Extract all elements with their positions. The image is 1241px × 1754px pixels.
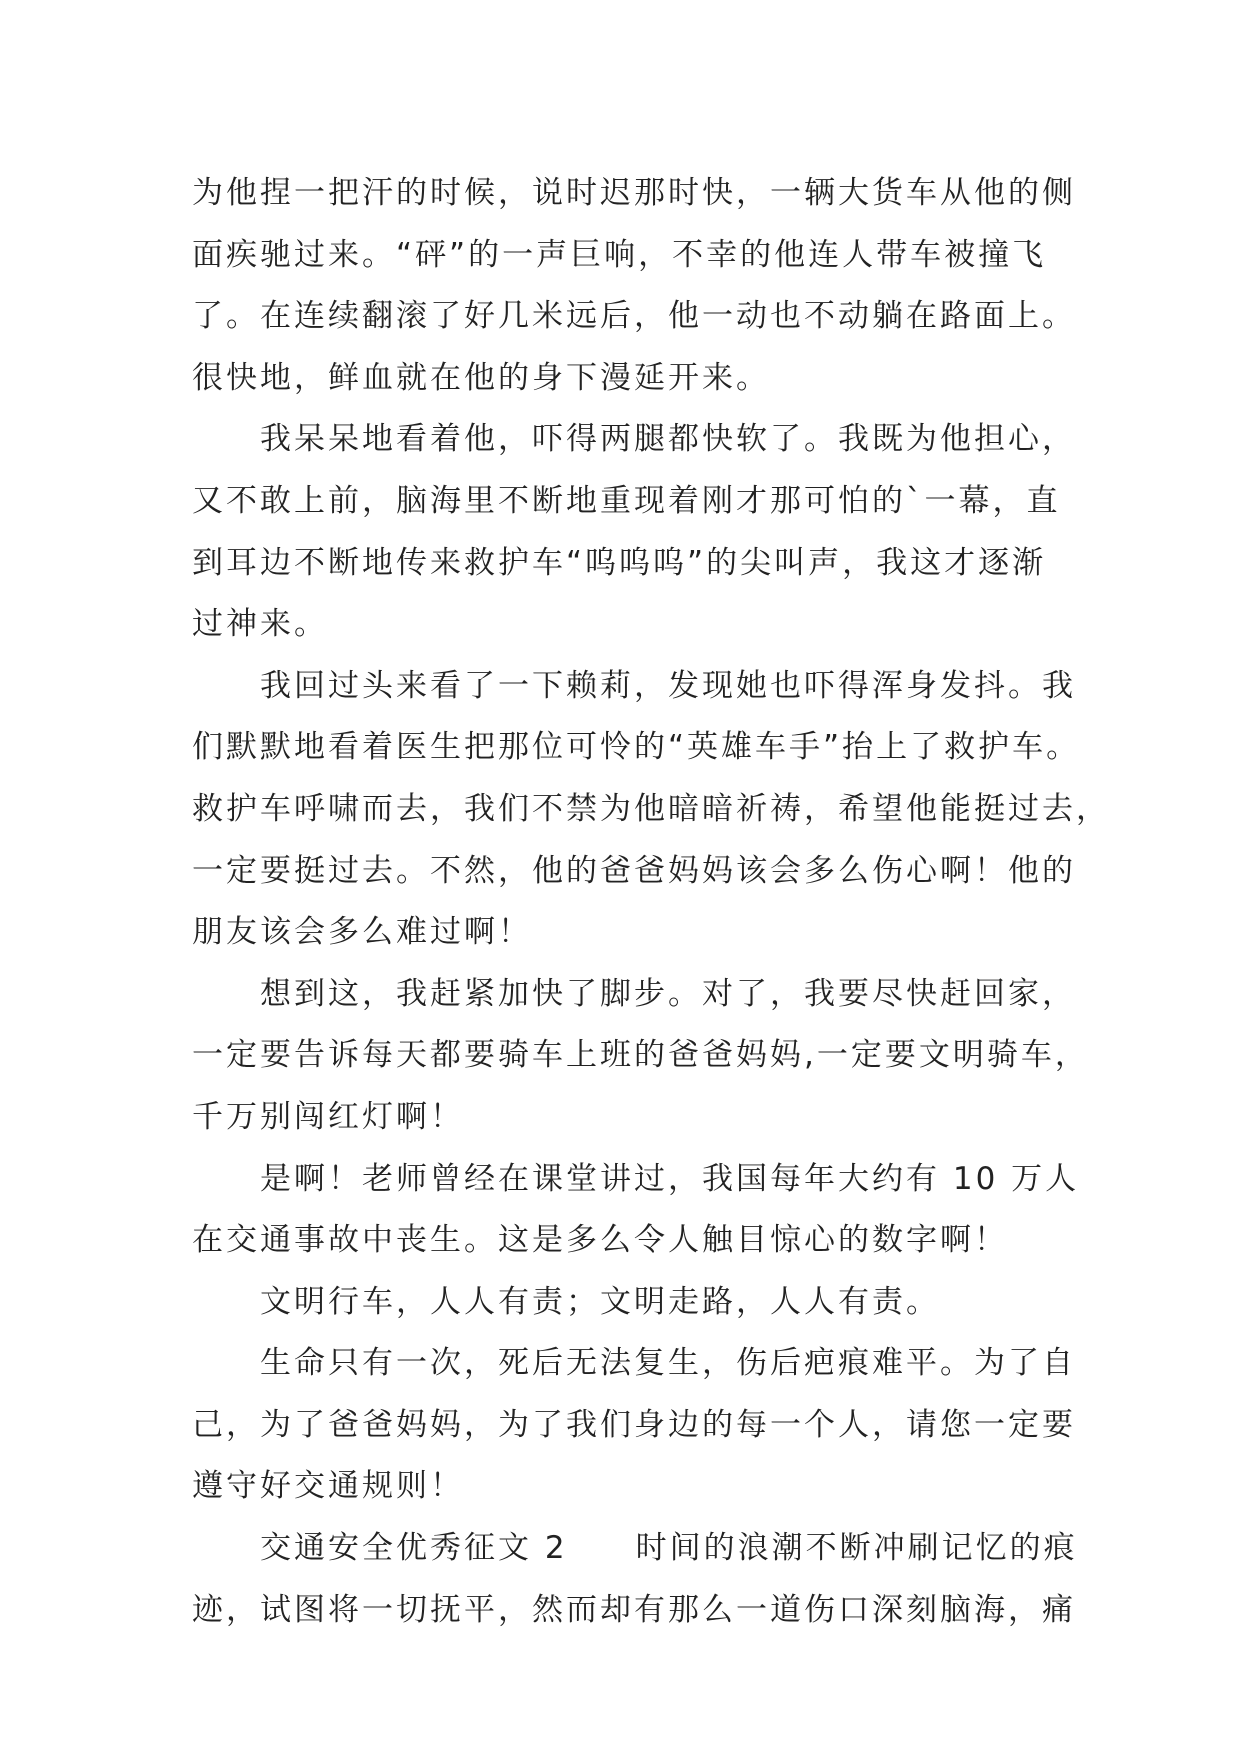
- text-line: 朋友该会多么难过啊！: [192, 914, 532, 951]
- text-line: 面疾驰过来。“砰”的一声巨响，不幸的他连人带车被撞飞: [192, 236, 1047, 273]
- text-line: 我回过头来看了一下赖莉，发现她也吓得浑身发抖。我: [260, 667, 1076, 704]
- text-line: 在交通事故中丧生。这是多么令人触目惊心的数字啊！: [192, 1222, 1008, 1259]
- text-line: 我呆呆地看着他，吓得两腿都快软了。我既为他担心，: [260, 421, 1076, 458]
- text-line: 又不敢上前，脑海里不断地重现着刚才那可怕的`一幕，直: [192, 482, 1061, 519]
- text-line: 很快地，鲜血就在他的身下漫延开来。: [192, 359, 770, 396]
- text-line: 是啊！老师曾经在课堂讲过，我国每年大约有 10 万人: [260, 1160, 1080, 1197]
- text-line: 为他捏一把汗的时候，说时迟那时快，一辆大货车从他的侧: [192, 175, 1076, 211]
- text-line: 们默默地看着医生把那位可怜的“英雄车手”抬上了救护车。: [192, 729, 1081, 766]
- text-line: 一定要告诉每天都要骑车上班的爸爸妈妈,一定要文明骑车，: [192, 1037, 1089, 1074]
- document-body: [192, 163, 1110, 1641]
- text-line: 过神来。: [192, 606, 328, 643]
- text-line: 文明行车，人人有责；文明走路，人人有责。: [260, 1283, 940, 1320]
- text-line: 一定要挺过去。不然，他的爸爸妈妈该会多么伤心啊！他的: [192, 852, 1076, 889]
- text-line: 救护车呼啸而去，我们不禁为他暗暗祈祷，希望他能挺过去，: [192, 790, 1110, 827]
- text-line: 生命只有一次，死后无法复生，伤后疤痕难平。为了自: [260, 1345, 1076, 1382]
- text-line: 千万别闯红灯啊！: [192, 1098, 464, 1135]
- text-line: 己，为了爸爸妈妈，为了我们身边的每一个人，请您一定要: [192, 1406, 1076, 1443]
- text-line: 了。在连续翻滚了好几米远后，他一动也不动躺在路面上。: [192, 298, 1076, 335]
- text-line: 到耳边不断地传来救护车“呜呜呜”的尖叫声，我这才逐渐: [192, 544, 1047, 581]
- text-line: 交通安全优秀征文 2 时间的浪潮不断冲刷记忆的痕: [260, 1530, 1078, 1567]
- text-line: 遵守好交通规则！: [192, 1468, 464, 1505]
- text-line: 迹，试图将一切抚平，然而却有那么一道伤口深刻脑海，痛: [192, 1591, 1076, 1628]
- text-line: 想到这，我赶紧加快了脚步。对了，我要尽快赶回家，: [260, 975, 1076, 1012]
